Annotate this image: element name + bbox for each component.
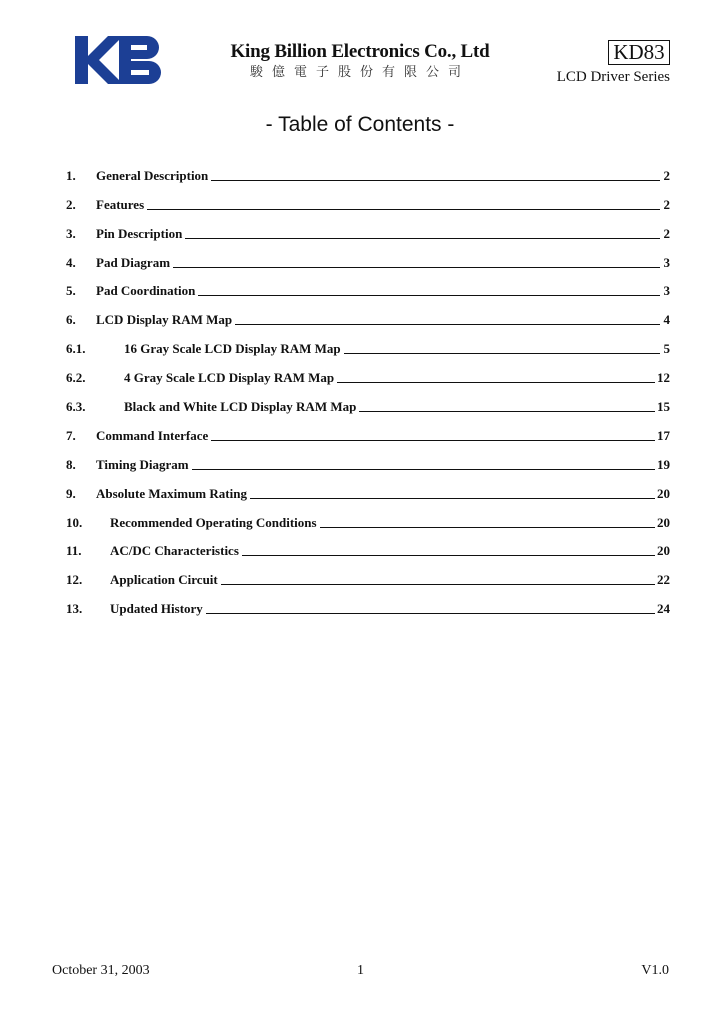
- toc-leader-line: [173, 266, 660, 268]
- toc-entry-page: 3: [663, 254, 670, 270]
- toc-leader-line: [185, 237, 660, 239]
- toc-entry[interactable]: [66, 386, 670, 415]
- toc-entry-label: Pad Diagram: [96, 254, 171, 270]
- toc-entry-label: Timing Diagram: [96, 456, 189, 472]
- toc-entry[interactable]: [66, 242, 670, 271]
- toc-leader-line: [211, 179, 660, 181]
- company-name: King Billion Electronics Co., Ltd: [230, 41, 490, 62]
- toc-entry[interactable]: [66, 415, 670, 444]
- series-label: LCD Driver Series: [556, 69, 670, 85]
- toc-entry-label: Command Interface: [96, 427, 209, 443]
- toc-entry-label: LCD Display RAM Map: [96, 312, 233, 328]
- toc-entry[interactable]: [66, 155, 670, 184]
- toc-entry[interactable]: [66, 328, 670, 357]
- toc-leader-line: [198, 294, 660, 296]
- toc-entry[interactable]: [66, 531, 670, 560]
- toc-leader-line: [221, 583, 655, 585]
- toc-entry-number: 3.: [66, 225, 76, 241]
- toc-entry-page: 3: [663, 283, 670, 299]
- toc-entry[interactable]: [66, 473, 670, 502]
- toc-entry-label: Absolute Maximum Rating: [96, 485, 247, 501]
- toc-entry-page: 20: [657, 485, 670, 501]
- toc-entry-page: 5: [663, 341, 670, 357]
- toc-leader-line: [206, 612, 655, 614]
- toc-entry[interactable]: [66, 184, 670, 213]
- toc-entry-page: 2: [663, 196, 670, 212]
- toc-leader-line: [344, 352, 660, 354]
- toc-leader-line: [192, 468, 655, 470]
- toc-entry-number: 6.2.: [66, 370, 86, 386]
- toc-entry-label: Features: [96, 196, 145, 212]
- kb-logo: [75, 36, 163, 84]
- toc-entry-number: 6.: [66, 312, 76, 328]
- toc-entry-number: 2.: [66, 196, 76, 212]
- footer-version: V1.0: [641, 963, 669, 978]
- toc-entry-number: 12.: [66, 572, 83, 588]
- model-badge: KD83: [608, 40, 670, 65]
- toc-entry-page: 2: [663, 225, 670, 241]
- toc-entry-number: 11.: [66, 543, 82, 559]
- footer-date: October 31, 2003: [52, 963, 150, 978]
- toc-entry-number: 7.: [66, 427, 76, 443]
- toc-entry[interactable]: [66, 502, 670, 531]
- toc-leader-line: [359, 410, 655, 412]
- toc-leader-line: [235, 323, 660, 325]
- toc-entry-number: 13.: [66, 601, 83, 617]
- toc-entry-page: 17: [657, 427, 670, 443]
- toc-entry-label: AC/DC Characteristics: [110, 543, 239, 559]
- toc-leader-line: [320, 526, 655, 528]
- toc-leader-line: [337, 381, 655, 383]
- company-block: [190, 40, 530, 80]
- toc-entry-number: 9.: [66, 485, 76, 501]
- toc-entry-number: 5.: [66, 283, 76, 299]
- toc-entry[interactable]: [66, 559, 670, 588]
- toc-title: - Table of Contents -: [265, 113, 455, 136]
- toc-entry-page: 15: [657, 399, 670, 415]
- footer-page-number: 1: [357, 963, 364, 978]
- toc-leader-line: [250, 497, 655, 499]
- toc-entry-number: 4.: [66, 254, 76, 270]
- toc-entry-page: 4: [663, 312, 670, 328]
- toc-entry[interactable]: [66, 444, 670, 473]
- company-chinese-name: 駿億電子股份有限公司: [249, 64, 470, 79]
- toc-entry-page: 24: [657, 601, 670, 617]
- toc-entry-page: 12: [657, 370, 670, 386]
- toc-leader-line: [242, 554, 655, 556]
- toc-entry[interactable]: [66, 271, 670, 300]
- toc-entry[interactable]: [66, 213, 670, 242]
- toc-leader-line: [147, 208, 660, 210]
- toc-list: [66, 155, 670, 617]
- toc-entry-label: Application Circuit: [110, 572, 218, 588]
- kb-logo-mark: [75, 36, 161, 84]
- toc-entry-page: 19: [657, 456, 670, 472]
- toc-entry[interactable]: [66, 588, 670, 617]
- toc-entry-page: 20: [657, 543, 670, 559]
- toc-entry-number: 10.: [66, 514, 83, 530]
- toc-entry[interactable]: [66, 299, 670, 328]
- toc-entry-number: 6.3.: [66, 399, 86, 415]
- toc-entry-number: 8.: [66, 456, 76, 472]
- toc-entry-label: 4 Gray Scale LCD Display RAM Map: [124, 370, 335, 386]
- toc-entry-label: Updated History: [110, 601, 203, 617]
- toc-entry-label: Pad Coordination: [96, 283, 196, 299]
- toc-entry-label: Recommended Operating Conditions: [110, 514, 317, 530]
- toc-entry-page: 20: [657, 514, 670, 530]
- toc-entry-number: 1.: [66, 167, 76, 183]
- toc-entry[interactable]: [66, 357, 670, 386]
- toc-entry-label: Pin Description: [96, 225, 183, 241]
- toc-entry-page: 2: [663, 167, 670, 183]
- toc-leader-line: [211, 439, 655, 441]
- toc-entry-page: 22: [657, 572, 670, 588]
- toc-entry-label: 16 Gray Scale LCD Display RAM Map: [124, 341, 341, 357]
- toc-entry-number: 6.1.: [66, 341, 86, 357]
- toc-entry-label: Black and White LCD Display RAM Map: [124, 399, 357, 415]
- toc-entry-label: General Description: [96, 167, 209, 183]
